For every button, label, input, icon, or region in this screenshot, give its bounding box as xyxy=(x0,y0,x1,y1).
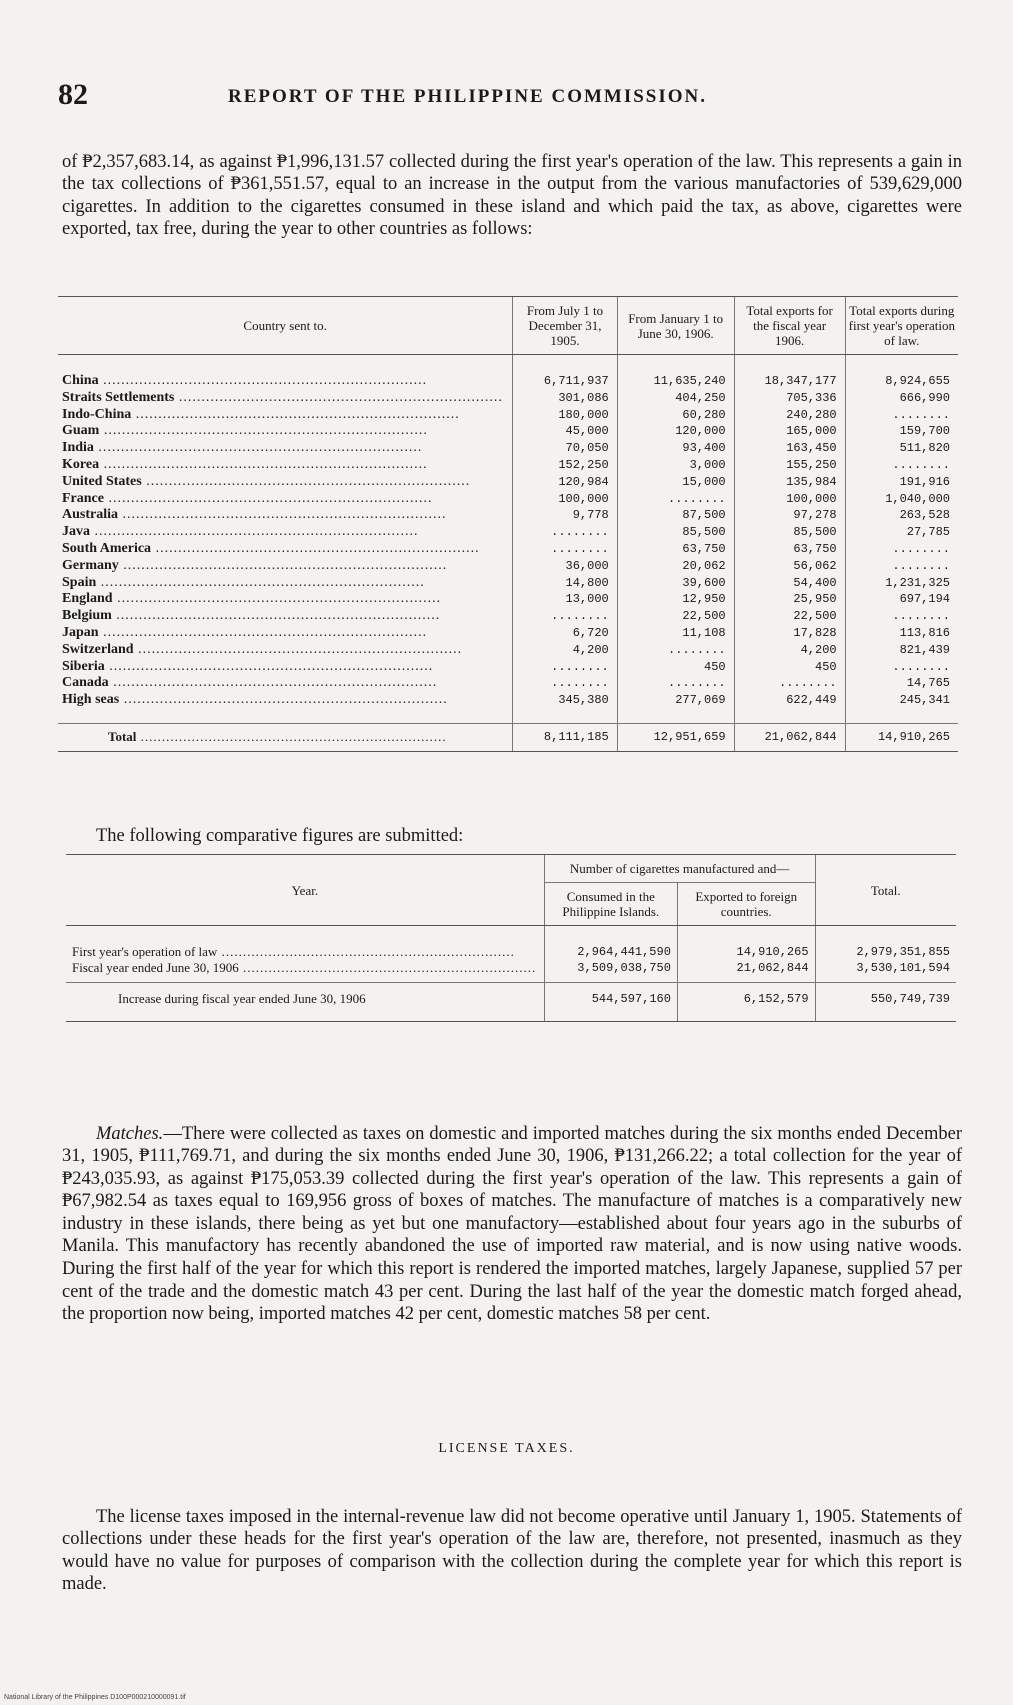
paragraph-comparative-intro: The following comparative figures are submitted: xyxy=(96,825,464,846)
total-value: 14,910,265 xyxy=(845,723,958,751)
total-value: 12,951,659 xyxy=(617,723,734,751)
cell-value: 4,200 xyxy=(513,642,617,659)
cell-value: 63,750 xyxy=(734,541,845,558)
country-name: England ..... xyxy=(62,591,441,606)
cell-value: 63,750 xyxy=(617,541,734,558)
table-row xyxy=(58,692,958,723)
paragraph-license-taxes: The license taxes imposed in the internal-revenue law did not become operative until January 1, 1905. Statements of collections under these heads for the first year's operation of the law are, therefore, not presented, inasmuch as they would have no value for purposes of comparison with the collection during the complete year for which this report is made. xyxy=(62,1506,962,1595)
cell-country xyxy=(58,474,513,491)
cell-value: 301,086 xyxy=(513,390,617,407)
cell-value: ........ xyxy=(617,675,734,692)
cell-exported: 21,062,844 xyxy=(677,960,815,983)
cell-value: 54,400 xyxy=(734,575,845,592)
cell-country xyxy=(58,390,513,407)
cell-value: 11,108 xyxy=(617,625,734,642)
cell-value: 821,439 xyxy=(845,642,958,659)
country-name: Guam ..... xyxy=(62,423,428,438)
col-header-consumed: Consumed in the Philippine Islands. xyxy=(544,883,677,926)
col-header-total-first-year: Total exports during first year's operation of law. xyxy=(845,297,958,355)
cell-value: 22,500 xyxy=(617,608,734,625)
cell-value: ........ xyxy=(845,457,958,474)
cell-value: 4,200 xyxy=(734,642,845,659)
cell-value: 135,984 xyxy=(734,474,845,491)
table-row xyxy=(58,575,958,592)
cell-value: 511,820 xyxy=(845,440,958,457)
row-label-text: First year's operation of law ..... xyxy=(72,944,515,959)
paragraph-matches xyxy=(62,1123,962,1326)
col-header-jul-dec-1905: From July 1 to December 31, 1905. xyxy=(513,297,617,355)
col-header-total: Total. xyxy=(815,855,956,926)
cell-value: ........ xyxy=(513,524,617,541)
row-label-text: Fiscal year ended June 30, 1906 ..... xyxy=(72,960,536,975)
cell-value: 163,450 xyxy=(734,440,845,457)
table-row xyxy=(58,642,958,659)
cell-country xyxy=(58,608,513,625)
cell-country xyxy=(58,541,513,558)
table-row xyxy=(58,491,958,508)
table-row xyxy=(58,591,958,608)
country-name: South America ..... xyxy=(62,541,480,556)
table-row xyxy=(58,608,958,625)
cell-value: ........ xyxy=(513,608,617,625)
table-row xyxy=(58,625,958,642)
cell-value: 240,280 xyxy=(734,407,845,424)
cell-value: 6,720 xyxy=(513,625,617,642)
cell-value: ........ xyxy=(513,541,617,558)
cell-value: ........ xyxy=(617,491,734,508)
table-row xyxy=(58,558,958,575)
cell-value: ........ xyxy=(845,407,958,424)
table-row xyxy=(66,960,956,983)
page-number: 82 xyxy=(58,78,88,111)
running-title: REPORT OF THE PHILIPPINE COMMISSION. xyxy=(228,86,708,107)
cell-value: 8,924,655 xyxy=(845,355,958,390)
cell-consumed: 2,964,441,590 xyxy=(544,926,677,961)
cell-value: 100,000 xyxy=(734,491,845,508)
cell-consumed: 3,509,038,750 xyxy=(544,960,677,983)
country-name: Siberia ..... xyxy=(62,659,433,674)
cell-value: 18,347,177 xyxy=(734,355,845,390)
country-name: China ..... xyxy=(62,373,427,388)
country-name: India ..... xyxy=(62,440,422,455)
exports-table-body xyxy=(58,355,958,752)
cell-value: 93,400 xyxy=(617,440,734,457)
cell-exported: 6,152,579 xyxy=(677,983,815,1022)
cell-value: 9,778 xyxy=(513,507,617,524)
section-heading-license-taxes: LICENSE TAXES. xyxy=(438,1441,575,1456)
cell-value: 60,280 xyxy=(617,407,734,424)
cell-value: 120,000 xyxy=(617,423,734,440)
cell-value: 1,231,325 xyxy=(845,575,958,592)
country-name: Switzerland ..... xyxy=(62,642,462,657)
cell-value: 14,765 xyxy=(845,675,958,692)
exports-header-row xyxy=(58,297,958,355)
cell-value: 56,062 xyxy=(734,558,845,575)
cell-country xyxy=(58,524,513,541)
col-header-jan-jun-1906: From January 1 to June 30, 1906. xyxy=(617,297,734,355)
cell-value: 1,040,000 xyxy=(845,491,958,508)
cell-value: 70,050 xyxy=(513,440,617,457)
country-name: Java ..... xyxy=(62,524,419,539)
cell-value: 705,336 xyxy=(734,390,845,407)
matches-body: —There were collected as taxes on domestic and imported matches during the six months ended December 31, 1905, ₱111,769.71, and during the six months ended June 30, 1906, ₱131,266.22; a total collection for the year of ₱243,035.93, as against ₱175,053.39 collected during the first year's operation of the law. This represents a gain of ₱67,982.54 as taxes equal to 169,956 gross of boxes of matches. The manufacture of matches is a comparatively new industry in these islands, there being as yet but one manufactory—established about four years ago in the suburbs of Manila. This manufactory has recently abandoned the use of imported raw material, and is now using native woods. During the first half of the year for which this report is rendered the imported matches, largely Japanese, supplied 57 per cent of the trade and the domestic match 43 per cent. During the last half of the year the domestic match forged ahead, the proportion now being, imported matches 42 per cent, domestic matches 58 per cent. xyxy=(62,1123,962,1325)
cell-country xyxy=(58,575,513,592)
cell-value: 3,000 xyxy=(617,457,734,474)
row-label xyxy=(66,926,544,961)
cell-consumed: 544,597,160 xyxy=(544,983,677,1022)
cell-value: 666,990 xyxy=(845,390,958,407)
cell-value: 36,000 xyxy=(513,558,617,575)
cell-total: 3,530,101,594 xyxy=(815,960,956,983)
total-row xyxy=(58,723,958,751)
cell-country xyxy=(58,692,513,723)
scan-credit: National Library of the Philippines D100P000210000091.tif xyxy=(4,1694,186,1701)
cell-value: 14,800 xyxy=(513,575,617,592)
cell-value: 165,000 xyxy=(734,423,845,440)
total-value: 21,062,844 xyxy=(734,723,845,751)
cell-value: 11,635,240 xyxy=(617,355,734,390)
total-label-text: Total ..... xyxy=(108,729,447,744)
cell-value: 17,828 xyxy=(734,625,845,642)
cell-value: 152,250 xyxy=(513,457,617,474)
table-row xyxy=(58,407,958,424)
cell-country xyxy=(58,675,513,692)
cell-value: 263,528 xyxy=(845,507,958,524)
matches-lead: Matches. xyxy=(96,1123,164,1144)
cell-value: 191,916 xyxy=(845,474,958,491)
cell-country xyxy=(58,355,513,390)
cell-value: 85,500 xyxy=(734,524,845,541)
country-name: High seas ..... xyxy=(62,692,448,707)
cell-value: 13,000 xyxy=(513,591,617,608)
cell-value: ........ xyxy=(513,659,617,676)
cell-value: 155,250 xyxy=(734,457,845,474)
cell-value: 404,250 xyxy=(617,390,734,407)
page-header xyxy=(58,78,938,118)
cigarette-exports-table xyxy=(58,296,958,752)
cell-value: 85,500 xyxy=(617,524,734,541)
cell-value: 6,711,937 xyxy=(513,355,617,390)
cell-value: ........ xyxy=(734,675,845,692)
country-name: Canada ..... xyxy=(62,675,437,690)
cell-value: 97,278 xyxy=(734,507,845,524)
country-name: Japan ..... xyxy=(62,625,427,640)
cell-value: 450 xyxy=(734,659,845,676)
country-name: Australia ..... xyxy=(62,507,447,522)
cell-value: 697,194 xyxy=(845,591,958,608)
table-row xyxy=(58,675,958,692)
cell-value: 12,950 xyxy=(617,591,734,608)
cell-value: ........ xyxy=(845,541,958,558)
cell-total: 2,979,351,855 xyxy=(815,926,956,961)
country-name: United States ..... xyxy=(62,474,470,489)
country-name: Belgium ..... xyxy=(62,608,440,623)
table-row xyxy=(58,355,958,390)
table-row xyxy=(58,457,958,474)
cell-value: ........ xyxy=(617,642,734,659)
table-row xyxy=(58,423,958,440)
country-name: Indo-China ..... xyxy=(62,407,460,422)
cell-value: ........ xyxy=(845,659,958,676)
cell-value: ........ xyxy=(845,608,958,625)
country-name: Korea ..... xyxy=(62,457,428,472)
table-row xyxy=(58,541,958,558)
cell-country xyxy=(58,423,513,440)
cell-country xyxy=(58,642,513,659)
cell-country xyxy=(58,491,513,508)
total-value: 8,111,185 xyxy=(513,723,617,751)
cell-exported: 14,910,265 xyxy=(677,926,815,961)
cell-value: 27,785 xyxy=(845,524,958,541)
cell-value: 15,000 xyxy=(617,474,734,491)
col-header-country: Country sent to. xyxy=(58,297,513,355)
table-row xyxy=(58,524,958,541)
cell-total: 550,749,739 xyxy=(815,983,956,1022)
table-row xyxy=(58,474,958,491)
cell-value: 120,984 xyxy=(513,474,617,491)
col-header-group: Number of cigarettes manufactured and— xyxy=(544,855,815,883)
cell-value: 87,500 xyxy=(617,507,734,524)
cell-value: 22,500 xyxy=(734,608,845,625)
total-label xyxy=(58,723,513,751)
cell-country xyxy=(58,558,513,575)
cell-value: ........ xyxy=(845,558,958,575)
row-label xyxy=(66,960,544,983)
cell-country xyxy=(58,659,513,676)
table-row xyxy=(58,440,958,457)
cell-value: ........ xyxy=(513,675,617,692)
cell-value: 245,341 xyxy=(845,692,958,723)
cell-value: 180,000 xyxy=(513,407,617,424)
paragraph-cigarettes-summary: of ₱2,357,683.14, as against ₱1,996,131.57 collected during the first year's operation of the law. This represents a gain in the tax collections of ₱361,551.57, equal to an increase in the output from the various manufactories of 539,629,000 cigarettes. In addition to the cigarettes consumed in these island and which paid the tax, as above, cigarettes were exported, tax free, during the year to other countries as follows: xyxy=(62,151,962,240)
cell-country xyxy=(58,625,513,642)
row-label xyxy=(66,983,544,1022)
comparative-header-row xyxy=(66,855,956,883)
cell-value: 450 xyxy=(617,659,734,676)
cell-value: 45,000 xyxy=(513,423,617,440)
country-name: Spain ..... xyxy=(62,575,425,590)
cell-value: 100,000 xyxy=(513,491,617,508)
table-row xyxy=(58,507,958,524)
country-name: Straits Settlements ..... xyxy=(62,390,503,405)
country-name: France ..... xyxy=(62,491,432,506)
cell-country xyxy=(58,440,513,457)
comparative-figures-table xyxy=(66,854,956,1022)
table-row xyxy=(58,659,958,676)
col-header-year: Year. xyxy=(66,855,544,926)
table-row xyxy=(58,390,958,407)
cell-country xyxy=(58,507,513,524)
cell-value: 39,600 xyxy=(617,575,734,592)
cell-country xyxy=(58,407,513,424)
cell-value: 113,816 xyxy=(845,625,958,642)
increase-row xyxy=(66,983,956,1022)
row-label-text: Increase during fiscal year ended June 30, 1906 xyxy=(118,991,366,1006)
country-name: Germany ..... xyxy=(62,558,447,573)
cell-value: 622,449 xyxy=(734,692,845,723)
cell-value: 159,700 xyxy=(845,423,958,440)
cell-country xyxy=(58,457,513,474)
cell-value: 277,069 xyxy=(617,692,734,723)
cell-value: 25,950 xyxy=(734,591,845,608)
cell-country xyxy=(58,591,513,608)
cell-value: 20,062 xyxy=(617,558,734,575)
cell-value: 345,380 xyxy=(513,692,617,723)
col-header-total-1906: Total exports for the fiscal year 1906. xyxy=(734,297,845,355)
col-header-exported: Exported to foreign countries. xyxy=(677,883,815,926)
table-row xyxy=(66,926,956,961)
